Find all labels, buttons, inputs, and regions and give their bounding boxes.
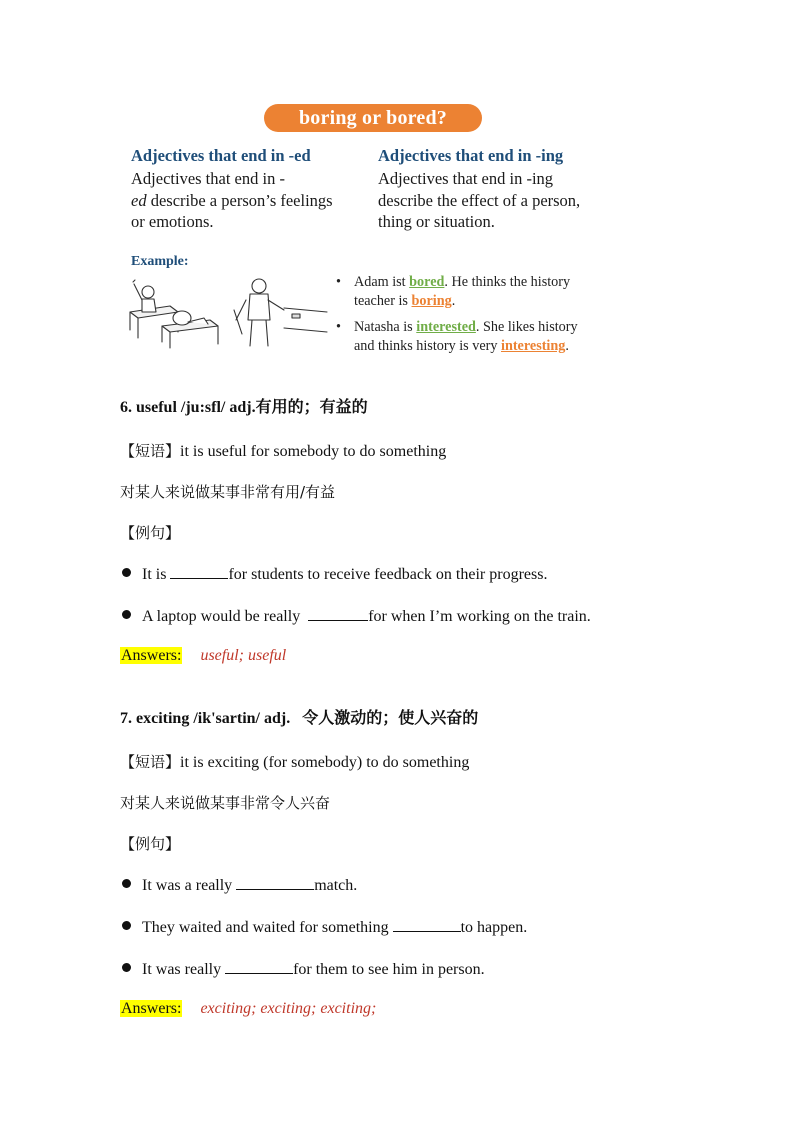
section7-sentence-1 [122,875,357,895]
phrase-tag: 【短语】 [120,442,181,460]
highlight-interested: interested [416,319,476,335]
answer-blank[interactable] [225,959,293,974]
phrase-tag: 【短语】 [120,753,181,771]
answers-label: Answers: [121,647,182,664]
answer-blank[interactable] [393,917,461,932]
section7-heading: 7. exciting /ik'sartin/ adj. 令人激动的；使人兴奋的 [120,710,479,727]
section6-answers [120,647,286,665]
bullet-dot-icon [122,879,131,888]
answer-blank[interactable] [236,875,314,890]
bullet-text: . He thinks the history [444,274,571,290]
bullet-text: . [451,293,456,309]
section6-example-tag: 【例句】 [120,524,181,542]
answer-blank[interactable] [170,564,228,579]
column-ing [378,146,628,233]
answers-label: Answers: [121,1000,182,1017]
bullet-dot-icon [122,568,131,577]
column-ing-line2: describe the effect of a person, [378,190,581,210]
sentence-text: for when I’m working on the train. [368,608,591,625]
sentence-text: It is [142,566,171,583]
sentence-text: match. [314,877,358,894]
example-bullet-2 [336,318,644,356]
column-ed-heading: Adjectives that end in -ed [131,146,311,165]
section7-sentence-3 [122,959,485,979]
sentence-text: for them to see him in person. [293,961,485,978]
highlight-interesting: interesting [501,338,566,354]
banner-title: boring or bored? [264,104,482,132]
section7-sentence-2 [122,917,527,937]
answers-text: useful; useful [200,647,287,664]
bullet-dot-icon [122,921,131,930]
section6-sentence-1 [122,564,547,584]
phrase-text: it is exciting (for somebody) to do something [180,754,470,771]
sentence-text: A laptop would be really [142,608,309,625]
example-label: Example: [131,254,189,269]
classroom-illustration [122,272,332,352]
bullet-text: . [565,338,569,354]
section6-phrase-cn: 对某人来说做某事非常有用/有益 [120,483,336,501]
bullet-text: Natasha is [354,319,417,335]
bullet-dot-icon [122,610,131,619]
column-ing-line1: Adjectives that end in -ing [378,169,554,188]
column-ed-line3: or emotions. [131,212,214,231]
bullet-dot-icon: • [336,274,341,290]
column-ing-heading: Adjectives that end in -ing [378,146,564,165]
bullet-text: Adam ist [354,274,410,290]
bullet-dot-icon [122,963,131,972]
sentence-text: for students to receive feedback on their progress. [228,566,548,583]
section7-phrase-cn: 对某人来说做某事非常令人兴奋 [120,794,331,812]
section7-answers [120,1000,376,1018]
column-ed-line1: Adjectives that end in - [131,169,285,188]
section6-heading: 6. useful /ju:sfl/ adj.有用的；有益的 [120,399,368,416]
section7-example-tag: 【例句】 [120,835,181,853]
sentence-text: It was a really [142,877,237,894]
highlight-bored: bored [409,274,445,290]
section6-sentence-2 [122,606,591,626]
section7-phrase [120,751,469,772]
example-bullet-1 [336,273,644,311]
column-ed [131,146,371,233]
bullet-text: . She likes history [475,319,578,335]
bullet-text: and thinks history is very [354,338,501,354]
bullet-dot-icon: • [336,319,341,335]
highlight-boring: boring [411,293,452,309]
section6-phrase [120,440,446,461]
column-ed-line2-italic: ed [131,190,147,210]
sentence-text: It was really [142,961,226,978]
sentence-text: to happen. [460,919,528,936]
phrase-text: it is useful for somebody to do something [180,443,447,460]
answers-text: exciting; exciting; exciting; [200,1000,377,1017]
column-ing-line3: thing or situation. [378,212,495,231]
sentence-text: They waited and waited for something [142,919,393,936]
bullet-text: teacher is [354,293,412,309]
answer-blank[interactable] [308,606,368,621]
column-ed-line2: describe a person’s feelings [146,190,333,210]
